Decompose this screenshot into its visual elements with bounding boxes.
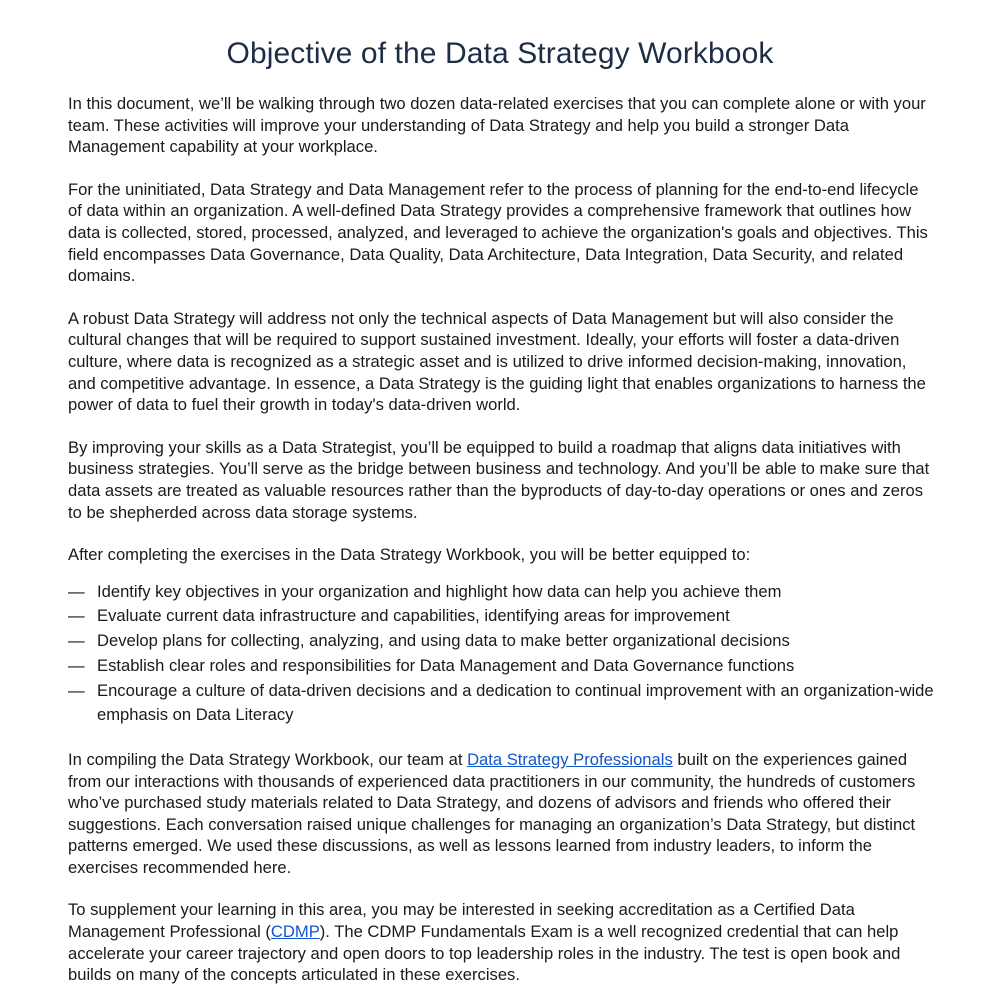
dash-bullet-icon: — xyxy=(68,631,85,651)
compiling-text-end: built on the experiences gained from our interactions with thousands of experienced data practitioners in our community, the hundreds of customers who’ve purchased study materials related to Data Strategy, and dozens of advisors and friends who offered their suggestions. Each conversation raised unique challenges for managing an organization’s Data Strategy, but distinct patterns emerged. We used these discussions, as well as lessons learned from industry leaders, to inform the exercises recommended here. xyxy=(68,749,916,877)
dash-bullet-icon: — xyxy=(68,680,85,700)
dash-bullet-icon: — xyxy=(68,606,85,626)
paragraph-intro: In this document, we’ll be walking through two dozen data-related exercises that you can complete alone or with your team. These activities will improve your understanding of Data Strategy and help you build a stronger Data Management capability at your workplace. xyxy=(68,94,926,157)
list-item-text: Encourage a culture of data-driven decisions and a dedication to continual improvement with an organization-wide emphasis on Data Literacy xyxy=(97,680,934,725)
list-item xyxy=(68,580,934,605)
list-item xyxy=(68,629,934,654)
paragraph-supplement xyxy=(68,899,934,985)
paragraph-compiling xyxy=(68,749,934,879)
paragraph-culture: A robust Data Strategy will address not only the technical aspects of Data Management but will also consider the cultural changes that will be required to support sustained investment. Ideally, your efforts will foster a data-driven culture, where data is recognized as a strategic asset and is utilized to drive informed decision-making, innovation, and competitive advantage. In essence, a Data Strategy is the guiding light that enables organizations to harness the power of data to fuel their growth in today's data-driven world. xyxy=(68,308,926,415)
list-item-text: Establish clear roles and responsibilities for Data Management and Data Governance functions xyxy=(97,655,795,675)
list-item xyxy=(68,654,934,679)
list-item xyxy=(68,679,934,728)
paragraph-strategist: By improving your skills as a Data Strategist, you’ll be equipped to build a roadmap that aligns data initiatives with business strategies. You’ll serve as the bridge between business and technology. And you’ll be able to make sure that data assets are treated as valuable resources rather than the byproducts of day-to-day operations or ones and zeros to be shepherded across data storage systems. xyxy=(68,437,930,522)
dash-bullet-icon: — xyxy=(68,655,85,675)
outcomes-list xyxy=(68,580,934,728)
list-item-text: Identify key objectives in your organization and highlight how data can help you achieve them xyxy=(97,581,782,601)
paragraph-definition: For the uninitiated, Data Strategy and Data Management refer to the process of planning for the end-to-end lifecycle of data within an organization. A well-defined Data Strategy provides a comprehensive framework that outlines how data is collected, stored, processed, analyzed, and leveraged to achieve the organization's goals and objectives. This field encompasses Data Governance, Data Quality, Data Architecture, Data Integration, Data Security, and related domains. xyxy=(68,179,928,286)
dash-bullet-icon: — xyxy=(68,581,85,601)
supplement-text-end: ). The CDMP Fundamentals Exam is a well recognized credential that can help accelerate your career trajectory and open doors to top leadership roles in the industry. The test is open book and builds on many of the concepts articulated in these exercises. xyxy=(68,922,901,985)
document-body xyxy=(68,93,934,1007)
list-item-text: Develop plans for collecting, analyzing, and using data to make better organizational decisions xyxy=(97,631,790,651)
list-item-text: Evaluate current data infrastructure and capabilities, identifying areas for improvement xyxy=(97,606,730,626)
data-strategy-professionals-link[interactable]: Data Strategy Professionals xyxy=(467,749,673,769)
cdmp-link[interactable]: CDMP xyxy=(270,922,320,942)
page-title: Objective of the Data Strategy Workbook xyxy=(226,37,774,70)
compiling-text-start: In compiling the Data Strategy Workbook, our team at xyxy=(68,749,468,769)
paragraph-outcomes-intro: After completing the exercises in the Data Strategy Workbook, you will be better equipped to: xyxy=(68,545,751,565)
list-item xyxy=(68,604,934,629)
supplement-text-start: To supplement your learning in this area, you may be interested in seeking accreditation as a Certified Data Management Professional ( xyxy=(68,900,855,942)
